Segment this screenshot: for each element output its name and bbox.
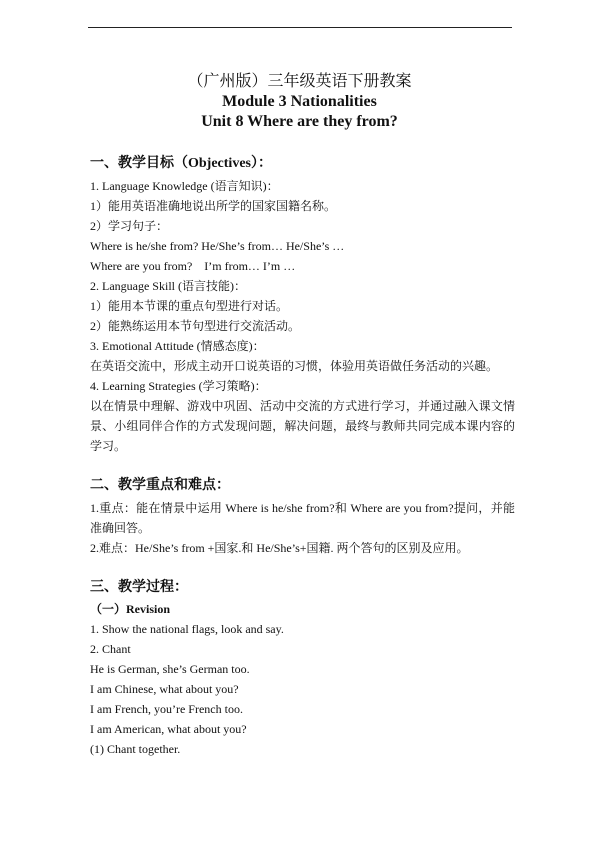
- revision-subheading: （一）Revision: [90, 602, 171, 616]
- procedure-line: 2. Chant: [90, 642, 131, 656]
- objective-line: 在英语交流中，形成主动开口说英语的习惯，体验用英语做任务活动的兴趣。: [90, 359, 499, 373]
- learning-strategies-paragraph: 以在情景中理解、游戏中巩固、活动中交流的方式进行学习，并通过融入课文情景、小组同伴合作的方式发现问题，解决问题，最终与教师共同完成本课内容的学习。: [90, 399, 515, 453]
- chant-line: I am French, you’re French too.: [90, 702, 243, 716]
- objective-line: 4. Learning Strategies (学习策略)：: [90, 379, 267, 393]
- objective-line: Where is he/she from? He/She’s from… He/She’s …: [90, 239, 345, 253]
- section-objectives: [90, 153, 515, 456]
- objective-line: Where are you from? I’m from… I’m …: [90, 259, 296, 273]
- key-point: 1.重点：能在情景中运用 Where is he/she from?和 Where are you from?提问，并能准确回答。: [90, 501, 515, 535]
- objective-line: 1）能用英语准确地说出所学的国家国籍名称。: [90, 199, 337, 213]
- chant-line: I am American, what about you?: [90, 722, 247, 736]
- title-block: [84, 72, 515, 132]
- section-key-points: [90, 475, 515, 558]
- objectives-heading: 一、教学目标（Objectives）：: [90, 156, 272, 171]
- objective-line: 3. Emotional Attitude (情感态度)：: [90, 339, 265, 353]
- objective-line: 1. Language Knowledge (语言知识)：: [90, 179, 279, 193]
- document-title-cn: （广州版）三年级英语下册教案: [187, 73, 412, 90]
- header-rule: [88, 27, 512, 28]
- objective-line: 2. Language Skill (语言技能)：: [90, 279, 246, 293]
- module-title: Module 3 Nationalities: [222, 93, 377, 110]
- objective-line: 1）能用本节课的重点句型进行对话。: [90, 299, 289, 313]
- objective-line: 2）学习句子：: [90, 219, 169, 233]
- unit-title: Unit 8 Where are they from?: [201, 113, 398, 130]
- difficult-point: 2.难点：He/She’s from +国家.和 He/She’s+国籍. 两个答句的区别及应用。: [90, 541, 469, 555]
- key-points-heading: 二、教学重点和难点：: [90, 478, 230, 493]
- procedure-line: (1) Chant together.: [90, 742, 181, 756]
- procedure-line: 1. Show the national flags, look and say.: [90, 622, 284, 636]
- chant-line: I am Chinese, what about you?: [90, 682, 239, 696]
- chant-line: He is German, she’s German too.: [90, 662, 250, 676]
- section-procedure: [90, 577, 515, 759]
- lesson-plan-document: [90, 72, 515, 759]
- objective-line: 2）能熟练运用本节句型进行交流活动。: [90, 319, 301, 333]
- procedure-heading: 三、教学过程：: [90, 580, 188, 595]
